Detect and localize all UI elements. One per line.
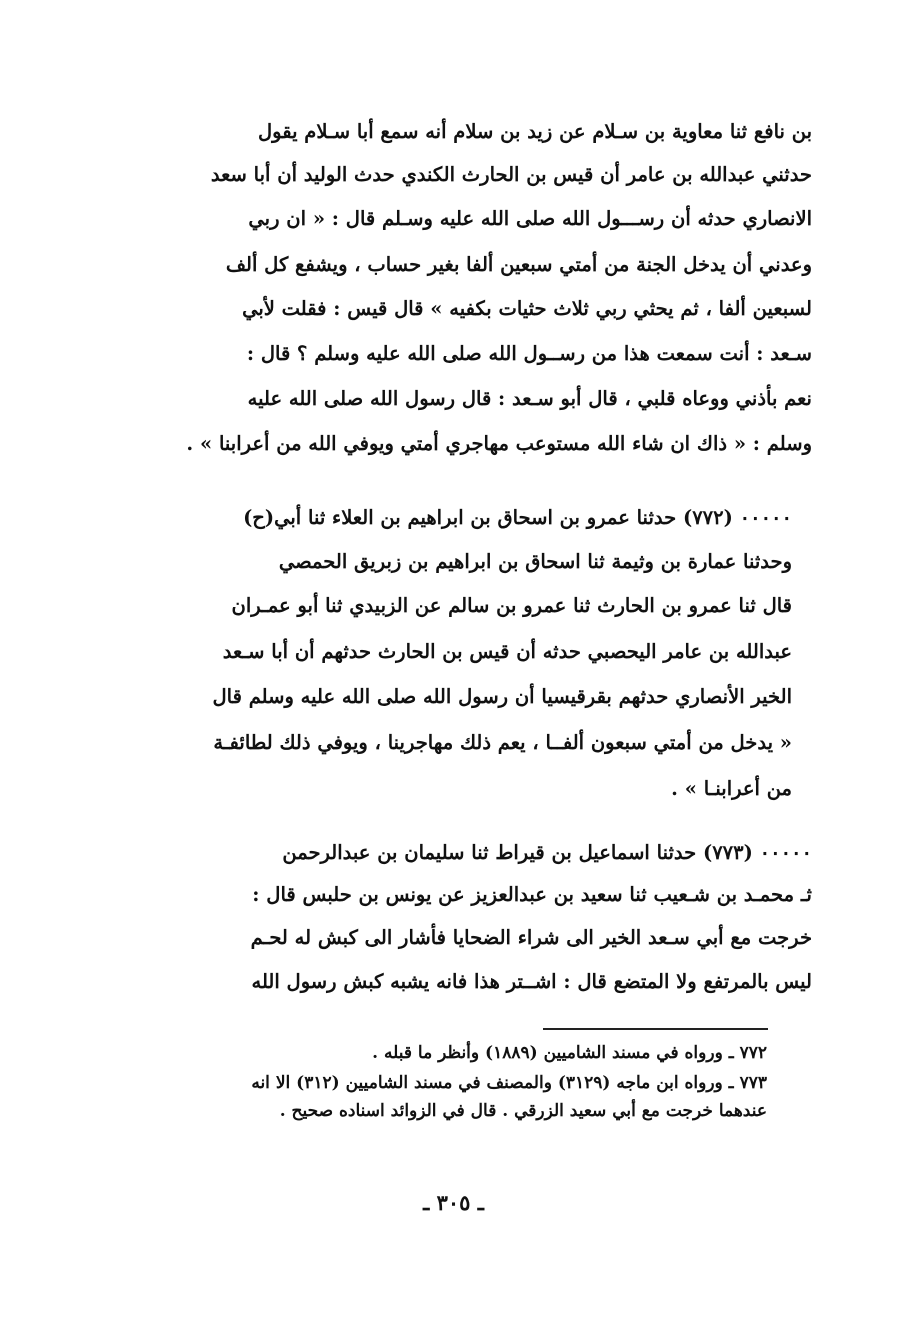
text-line: بن نافع ثنا معاوية بن سـلام عن زيد بن سلام أنه سمع أبا سـلام يقول [257, 120, 812, 143]
footnote-separator [543, 1028, 768, 1030]
hadith-header-line: ٠٠٠٠٠ (٧٧٣) حدثنا اسماعيل بن قيراط ثنا سليمان بن عبدالرحمن [282, 841, 812, 864]
hadith-header-line: ٠٠٠٠٠ (٧٧٢) حدثنا عمرو بن اسحاق بن ابراهيم بن العلاء ثنا أبي(ح) [243, 506, 792, 529]
text-line: قال ثنا عمرو بن الحارث ثنا عمرو بن سالم عن الزبيدي ثنا أبو عمـران [231, 594, 792, 617]
footnote-line: ٧٧٣ ـ ورواه ابن ماجه (٣١٢٩) والمصنف في مسند الشاميين (٣١٢) الا انه [251, 1073, 767, 1093]
footnote-line: عندهما خرجت مع أبي سعيد الزرقي . قال في الزوائد اسناده صحيح . [279, 1101, 767, 1121]
text-line: من أعرابنـا » . [671, 777, 792, 800]
text-line: وسلم : « ذاك ان شاء الله مستوعب مهاجري أمتي ويوفي الله من أعرابنا » . [186, 432, 812, 455]
text-line: وعدني أن يدخل الجنة من أمتي سبعين ألفا بغير حساب ، ويشفع كل ألف [225, 253, 812, 276]
text-line: « يدخل من أمتي سبعون ألفــا ، يعم ذلك مهاجرينا ، ويوفي ذلك لطائفـة [213, 731, 792, 754]
text-line: عبدالله بن عامر اليحصبي حدثه أن قيس بن الحارث حدثهم أن أبا سـعد [222, 640, 792, 663]
text-line: سـعد : أنت سمعت هذا من رســول الله صلى الله عليه وسلم ؟ قال : [246, 342, 812, 365]
page-number: ـ ٣٠٥ ـ [423, 1190, 484, 1215]
text-line: لسبعين ألفا ، ثم يحثي ربي ثلاث حثيات بكفيه » قال قيس : فقلت لأبي [242, 297, 812, 320]
text-line: حدثني عبدالله بن عامر أن قيس بن الحارث الكندي حدث الوليد أن أبا سعد [210, 163, 812, 186]
text-line: الخير الأنصاري حدثهم بقرقيسيا أن رسول الله صلى الله عليه وسلم قال [212, 685, 792, 708]
text-line: الانصاري حدثه أن رســـول الله صلى الله عليه وسـلم قال : « ان ربي [248, 207, 812, 230]
footnote-line: ٧٧٢ ـ ورواه في مسند الشاميين (١٨٨٩) وأنظر ما قبله . [372, 1043, 767, 1063]
text-line: ليس بالمرتفع ولا المتضع قال : اشــتر هذا فانه يشبه كبش رسول الله [251, 970, 812, 993]
text-line: ثـ محمـد بن شـعيب ثنا سعيد بن عبدالعزيز عن يونس بن حلبس قال : [252, 883, 812, 906]
text-line: وحدثنا عمارة بن وثيمة ثنا اسحاق بن ابراهيم بن زبريق الحمصي [278, 550, 792, 573]
text-line: خرجت مع أبي سـعد الخير الى شراء الضحايا فأشار الى كبش له لحـم [250, 926, 812, 949]
text-line: نعم بأذني ووعاه قلبي ، قال أبو سـعد : قال رسول الله صلى الله عليه [247, 387, 812, 410]
